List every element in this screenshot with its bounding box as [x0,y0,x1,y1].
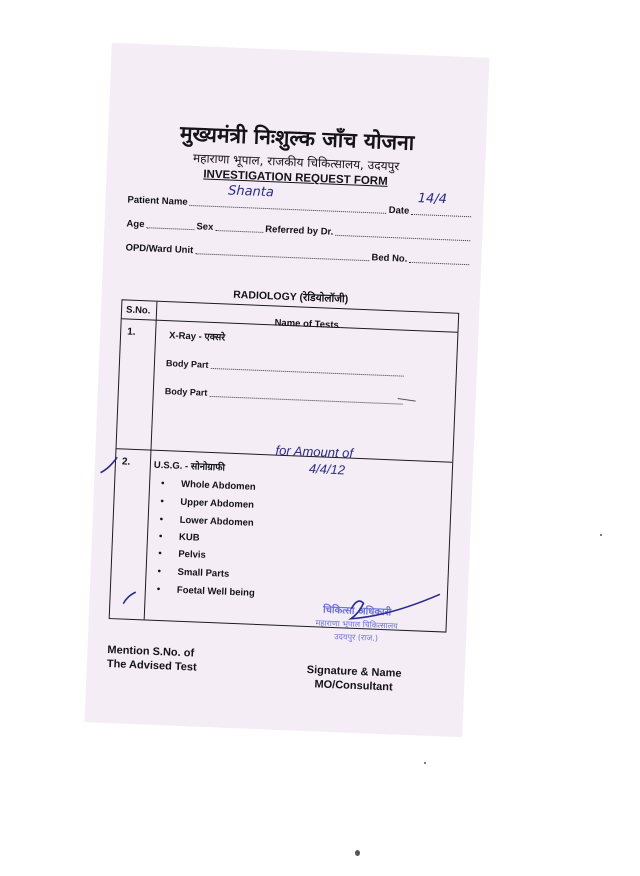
advised-test-note: Mention S.No. of The Advised Test [106,644,197,674]
body-part-label: Body Part [164,386,208,398]
signature-block: Signature & Name MO/Consultant [306,664,402,694]
sex-field[interactable] [215,221,263,233]
bullet-icon: • [159,514,164,526]
usg-test-name: U.S.G. - सोनोग्राफी [153,459,226,474]
bullet-icon: • [158,547,162,560]
bullet-icon: • [156,583,161,596]
sex-label: Sex [196,221,214,233]
form-paper [85,43,490,738]
usg-option[interactable]: • Upper Abdomen [160,496,255,511]
usg-option[interactable]: • KUB [158,530,200,544]
referred-by-field[interactable] [335,226,470,241]
body-part-field[interactable] [210,360,404,377]
xray-body-part-1 [166,358,406,379]
usg-option[interactable]: • Foetal Well being [156,583,255,599]
usg-option[interactable]: • Lower Abdomen [159,514,254,529]
usg-option[interactable]: • Whole Abdomen [160,478,256,493]
body-part-label: Body Part [165,358,209,370]
form-title: INVESTIGATION REQUEST FORM [203,168,388,188]
date-value: 14/4 [417,191,448,208]
body-part-field[interactable] [209,388,403,405]
section-title: RADIOLOGY (रेडियोलॉजी) [232,288,349,306]
bullet-icon: • [157,565,162,578]
bullet-icon: • [160,478,165,490]
patient-name-value: Shanta [227,183,275,201]
row-1-sno: 1. [126,326,136,338]
bullet-icon: • [158,530,163,543]
date-field[interactable] [411,191,471,217]
hospital-name: महाराणा भूपाल, राजकीय चिकित्सालय, उदयपुर [192,151,400,174]
xray-test-name: X-Ray - एक्सरे [168,330,226,344]
usg-option[interactable]: • Small Parts [157,565,230,580]
tests-header: Name of Tests [274,317,339,332]
age-label: Age [126,218,145,231]
scan-speck [600,534,602,536]
bed-field[interactable] [409,253,469,265]
scan-speck [355,850,360,856]
patient-name-row [127,183,473,219]
patient-name-label: Patient Name [127,194,188,208]
opd-field[interactable] [195,244,370,261]
usg-option[interactable]: • Pelvis [158,547,206,561]
sno-header: S.No. [125,304,151,317]
handwritten-note: for Amount of 4/4/12 [275,442,354,478]
referred-by-label: Referred by Dr. [265,224,334,238]
bed-label: Bed No. [371,252,408,265]
official-stamp: चिकित्सा अधिकारी महाराणा भूपाल चिकित्सालय उदयपुर (राज.) [315,604,398,643]
scheme-title: मुख्यमंत्री निःशुल्क जाँच योजना [179,121,415,155]
scan-speck [424,762,426,764]
age-field[interactable] [146,218,194,230]
patient-name-field[interactable] [189,183,386,214]
row-2-sno: 2. [121,456,131,468]
opd-row [125,241,471,267]
date-label: Date [388,204,410,217]
bullet-icon: • [160,496,164,508]
xray-body-part-2 [165,386,405,407]
opd-label: OPD/Ward Unit [125,242,194,257]
age-sex-row [126,217,472,243]
